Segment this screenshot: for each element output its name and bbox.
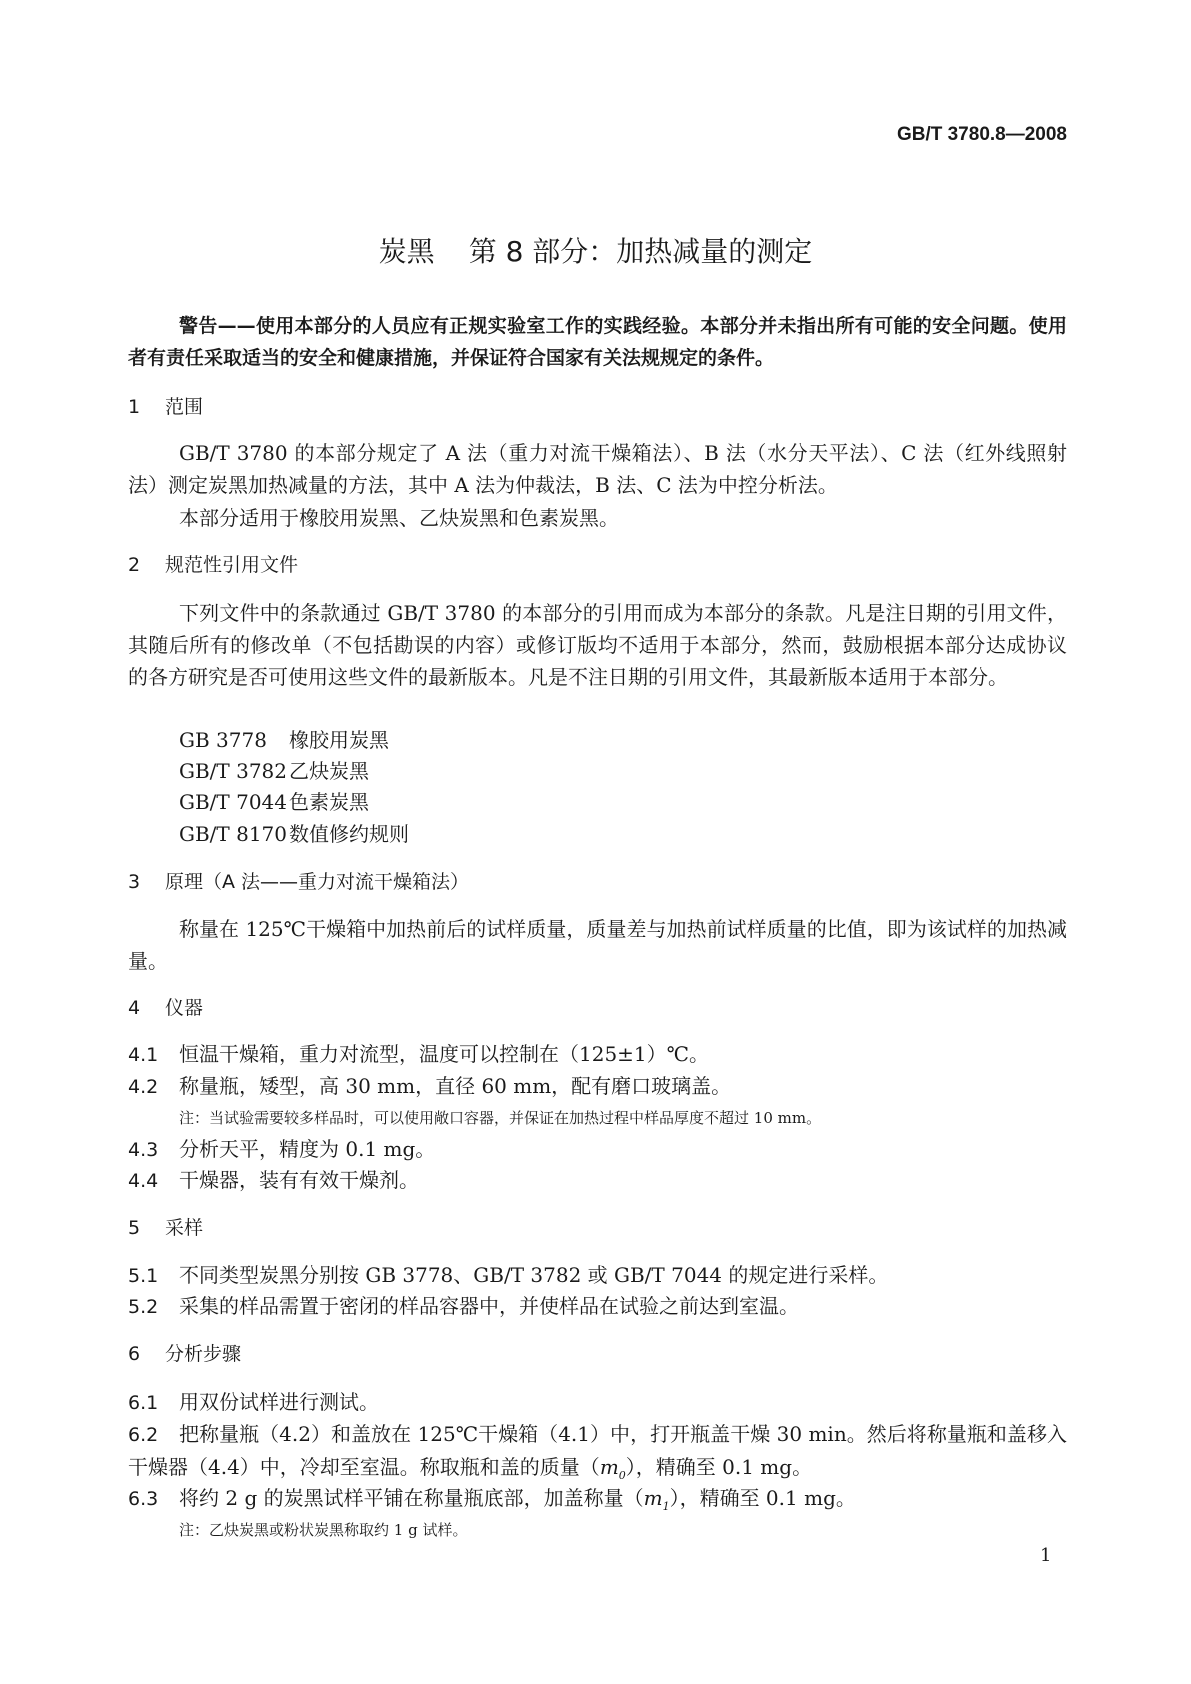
section-5-heading: [128, 1212, 1067, 1244]
mass-variable: [643, 1486, 670, 1513]
title-part2: 第 8 部分：加热减量的测定: [468, 235, 813, 268]
variable-subscript: 1: [662, 1500, 670, 1513]
clause-text-end: ），精确至 0.1 mg。: [625, 1455, 813, 1479]
reference-item: [128, 786, 1118, 818]
reference-name: 色素炭黑: [289, 790, 369, 814]
clause-text: 恒温干燥箱，重力对流型，温度可以控制在（125±1）℃。: [179, 1042, 710, 1066]
section-title: 分析步骤: [165, 1343, 242, 1365]
clause-number: 4.1: [128, 1044, 159, 1066]
clause-text: 干燥器，装有有效干燥剂。: [179, 1168, 419, 1192]
reference-item: [128, 724, 1118, 756]
section-number: 6: [128, 1343, 141, 1365]
clause-number: 5.1: [128, 1265, 159, 1287]
clause-number: 4.2: [128, 1076, 159, 1098]
section-title: 原理（A 法——重力对流干燥箱法）: [165, 871, 470, 893]
clause-6-2: [128, 1418, 1067, 1492]
section-title: 仪器: [165, 997, 204, 1019]
variable-symbol: m: [599, 1455, 619, 1479]
clause-number: 6.2: [128, 1424, 159, 1446]
clause-number: 6.1: [128, 1392, 159, 1414]
clause-number: 4.3: [128, 1139, 159, 1161]
reference-code: GB/T 7044: [179, 790, 288, 814]
clause-text: 把称量瓶（4.2）和盖放在 125℃干燥箱（4.1）中，打开瓶盖干燥 30 min。然后将称量瓶和盖移入干燥器（4.4）中，冷却至室温。称取瓶和盖的质量（: [128, 1422, 1067, 1479]
note-6-3: 注：乙炔炭黑或粉状炭黑称取约 1 g 试样。: [179, 1521, 468, 1539]
section-1-heading: [128, 391, 1067, 423]
reference-name: 乙炔炭黑: [289, 759, 369, 783]
page-title: [0, 230, 1191, 270]
section-number: 5: [128, 1217, 141, 1239]
note-4-2: 注：当试验需要较多样品时，可以使用敞口容器，并保证在加热过程中样品厚度不超过 10 mm。: [179, 1109, 822, 1127]
section-6-heading: [128, 1338, 1067, 1370]
variable-symbol: m: [643, 1486, 663, 1510]
reference-name: 数值修约规则: [289, 822, 409, 846]
section-title: 范围: [165, 396, 204, 418]
clause-4-2: [128, 1070, 1067, 1103]
clause-6-1: [128, 1386, 1067, 1419]
section-title: 规范性引用文件: [165, 554, 299, 576]
clause-number: 5.2: [128, 1296, 159, 1318]
section-number: 1: [128, 396, 141, 418]
clause-number: 6.3: [128, 1488, 159, 1510]
reference-code: GB/T 3782: [179, 759, 288, 783]
clause-text-end: ），精确至 0.1 mg。: [669, 1486, 856, 1510]
reference-name: 橡胶用炭黑: [289, 728, 389, 752]
clause-5-2: [128, 1290, 1067, 1323]
clause-text: 分析天平，精度为 0.1 mg。: [179, 1137, 436, 1161]
clause-text: 将约 2 g 的炭黑试样平铺在称量瓶底部，加盖称量（: [179, 1486, 644, 1510]
reference-item: [128, 755, 1118, 787]
principle-paragraph: 称量在 125℃干燥箱中加热前后的试样质量，质量差与加热前试样质量的比值，即为该试样的加热减量。: [128, 917, 1067, 973]
page-number: 1: [1040, 1545, 1052, 1566]
standard-number: GB/T 3780.8—2008: [896, 124, 1067, 145]
section-number: 3: [128, 871, 141, 893]
clause-4-3: [128, 1133, 1067, 1166]
clause-4-4: [128, 1164, 1067, 1197]
references-paragraph: 下列文件中的条款通过 GB/T 3780 的本部分的引用而成为本部分的条款。凡是注日期的引用文件，其随后所有的修改单（不包括勘误的内容）或修订版均不适用于本部分，然而，鼓励根据本部分达成协议的各方研究是否可使用这些文件的最新版本。凡是不注日期的引用文件，其最新版本适用于本部分。: [128, 601, 1067, 689]
clause-text: 不同类型炭黑分别按 GB 3778、GB/T 3782 或 GB/T 7044 的规定进行采样。: [179, 1263, 889, 1287]
variable-subscript: 0: [618, 1469, 626, 1482]
clause-text: 采集的样品需置于密闭的样品容器中，并使样品在试验之前达到室温。: [179, 1294, 799, 1318]
mass-variable: [599, 1455, 626, 1482]
scope-paragraph: GB/T 3780 的本部分规定了 A 法（重力对流干燥箱法）、B 法（水分天平法）、C 法（红外线照射法）测定炭黑加热减量的方法，其中 A 法为仲裁法，B 法、C 法为中控分析法。: [128, 441, 1067, 497]
clause-4-1: [128, 1038, 1067, 1071]
reference-code: GB 3778: [179, 728, 267, 752]
warning-text: 警告——使用本部分的人员应有正规实验室工作的实践经验。本部分并未指出所有可能的安全问题。使用者有责任采取适当的安全和健康措施，并保证符合国家有关法规规定的条件。: [128, 315, 1067, 369]
clause-text: 称量瓶，矮型，高 30 mm，直径 60 mm，配有磨口玻璃盖。: [179, 1074, 732, 1098]
reference-item: [128, 818, 1118, 850]
scope-applicability: 本部分适用于橡胶用炭黑、乙炔炭黑和色素炭黑。: [179, 506, 619, 530]
section-3-heading: [128, 866, 1067, 898]
clause-text: 用双份试样进行测试。: [179, 1390, 379, 1414]
section-number: 2: [128, 554, 141, 576]
title-part1: 炭黑: [378, 235, 435, 268]
clause-5-1: [128, 1259, 1067, 1292]
section-2-heading: [128, 549, 1067, 581]
clause-number: 4.4: [128, 1170, 159, 1192]
section-4-heading: [128, 992, 1067, 1024]
reference-code: GB/T 8170: [179, 822, 288, 846]
section-number: 4: [128, 997, 141, 1019]
section-title: 采样: [165, 1217, 204, 1239]
